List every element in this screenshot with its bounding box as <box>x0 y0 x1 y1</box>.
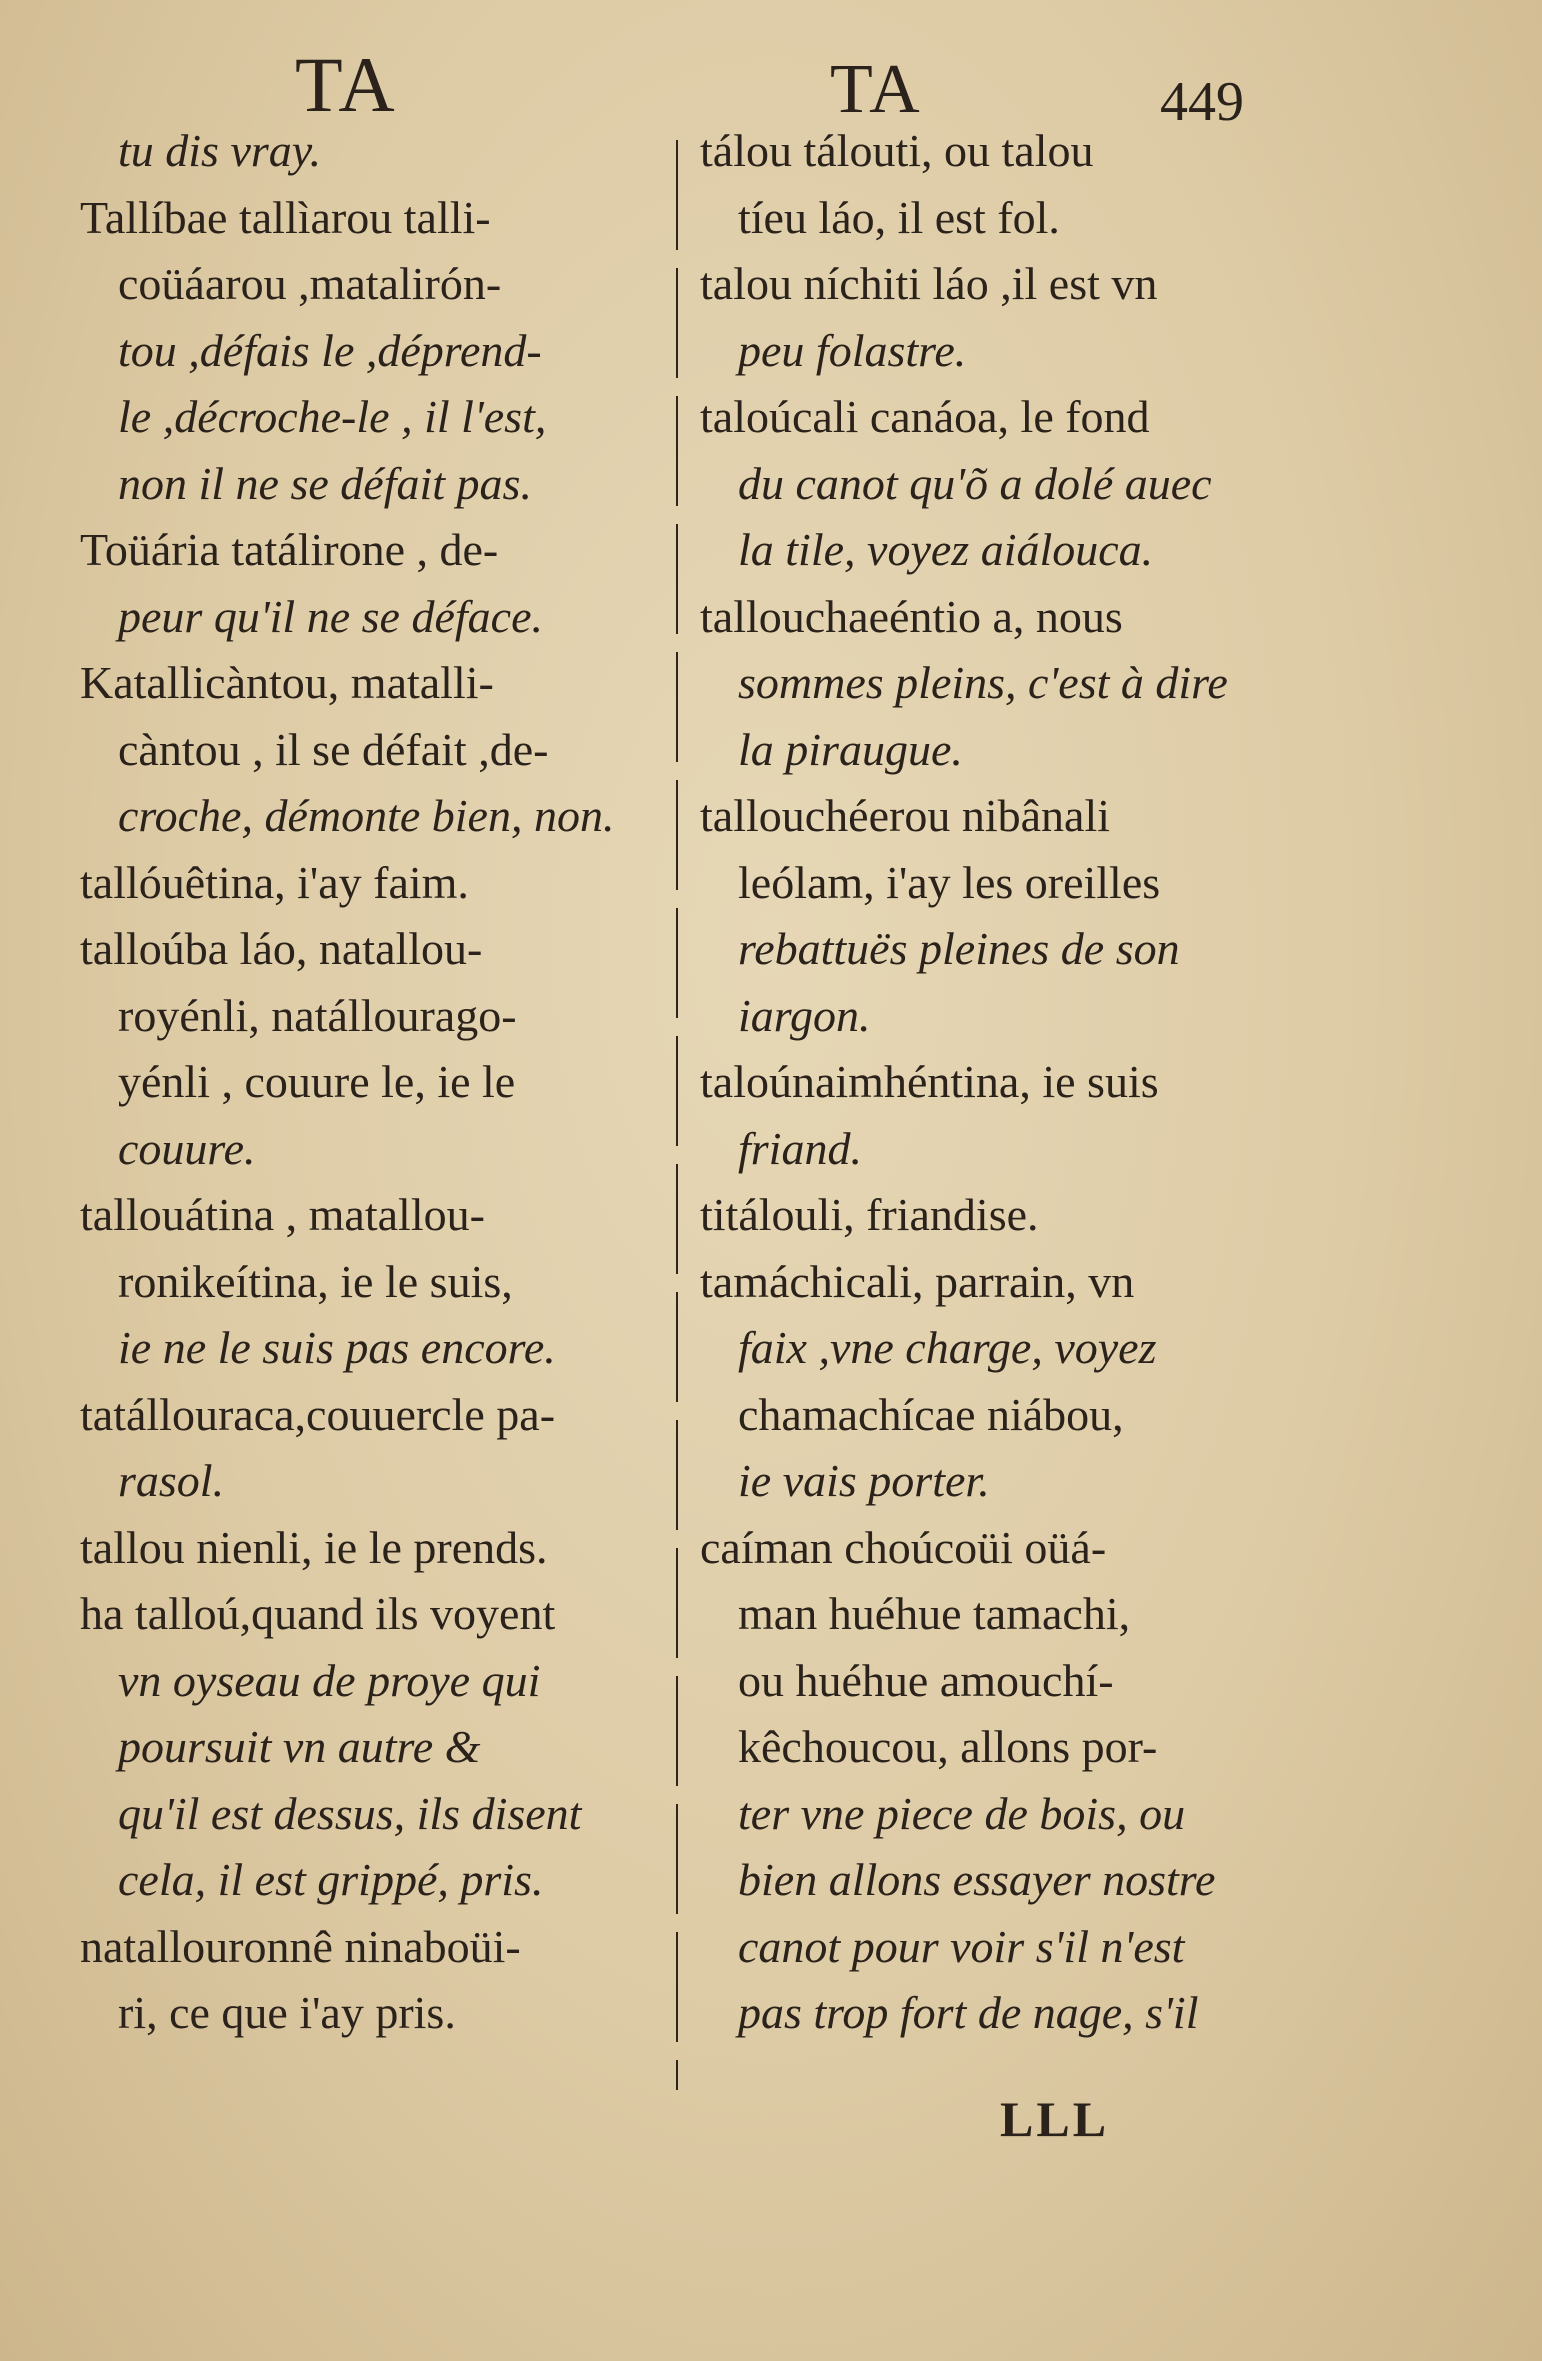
text-line: ha talloú,quand ils voyent <box>80 1588 556 1639</box>
right-column <box>700 118 1290 2047</box>
text-line: peu folastre. <box>738 324 967 376</box>
text-line: sommes pleins, c'est à dire <box>738 657 1228 708</box>
text-line: peur qu'il ne se déface. <box>118 590 543 642</box>
text-line: le ,décroche-le , il l'est, <box>118 391 547 442</box>
text-line: talloúba láo, natallou- <box>80 923 483 974</box>
text-line: talou níchiti láo ,il est vn <box>700 258 1158 309</box>
text-line: non il ne se défait pas. <box>118 457 532 509</box>
left-running-head: TA <box>295 41 397 128</box>
left-column <box>80 118 650 2047</box>
text-line: kêchoucou, allons por- <box>738 1721 1158 1772</box>
text-line: rebattuës pleines de son <box>738 923 1180 974</box>
text-line: ri, ce que i'ay pris. <box>118 1987 456 2038</box>
right-running-head: TA <box>830 51 922 128</box>
text-line: taloúcali canáoa, le fond <box>700 391 1150 442</box>
text-line: tatállouraca,couuercle pa- <box>80 1388 556 1440</box>
text-line: couure. <box>118 1122 256 1174</box>
text-line: tamáchicali, parrain, vn <box>700 1255 1135 1307</box>
text-line: tíeu láo, il est fol. <box>738 191 1060 243</box>
text-line: man huéhue tamachi, <box>738 1588 1131 1639</box>
column-rule <box>676 140 678 2090</box>
text-line: Toüária tatálirone , de- <box>80 524 499 575</box>
text-line: croche, démonte bien, non. <box>118 790 615 841</box>
text-line: iargon. <box>738 989 871 1041</box>
text-line: yénli , couure le, ie le <box>118 1056 516 1107</box>
text-line: ie vais porter. <box>738 1455 990 1506</box>
text-line: tu dis vray. <box>118 125 322 176</box>
text-line: coüáarou ,matalirón- <box>118 258 502 309</box>
page-number: 449 <box>1160 71 1244 133</box>
text-line: la tile, voyez aiálouca. <box>738 524 1154 575</box>
text-line: bien allons essayer nostre <box>738 1854 1216 1905</box>
text-line: faix ,vne charge, voyez <box>738 1322 1157 1373</box>
text-line: tallouátina , matallou- <box>80 1189 485 1240</box>
text-line: poursuit vn autre & <box>118 1721 481 1772</box>
text-line: taloúnaimhéntina, ie suis <box>700 1056 1159 1107</box>
signature-mark: LLL <box>1000 2091 1110 2147</box>
text-line: tálou tálouti, ou talou <box>700 125 1094 176</box>
page-header <box>0 40 1542 133</box>
text-line: cela, il est grippé, pris. <box>118 1854 544 1905</box>
text-line: ou huéhue amouchí- <box>738 1654 1114 1706</box>
text-line: ronikeítina, ie le suis, <box>118 1255 513 1307</box>
text-line: càntou , il se défait ,de- <box>118 723 549 775</box>
text-line: Katallicàntou, matalli- <box>80 657 494 708</box>
text-line: natallouronnê ninaboüi- <box>80 1920 521 1972</box>
text-line: la piraugue. <box>738 723 963 775</box>
text-line: ter vne piece de bois, ou <box>738 1787 1186 1839</box>
text-line: Tallíbae tallìarou talli- <box>80 191 491 243</box>
text-line: friand. <box>738 1122 862 1174</box>
text-line: caíman choúcoüi oüá- <box>700 1521 1107 1573</box>
text-line: titálouli, friandise. <box>700 1189 1039 1240</box>
text-line: qu'il est dessus, ils disent <box>118 1787 582 1839</box>
text-line: ie ne le suis pas encore. <box>118 1322 556 1373</box>
text-line: vn oyseau de proye qui <box>118 1654 541 1706</box>
text-line: pas trop fort de nage, s'il <box>738 1987 1199 2038</box>
text-line: rasol. <box>118 1455 225 1506</box>
text-line: chamachícae niábou, <box>738 1388 1124 1440</box>
text-line: royénli, natállourago- <box>118 989 517 1041</box>
text-line: tallouchaeéntio a, nous <box>700 590 1123 642</box>
text-line: du canot qu'õ a dolé auec <box>738 457 1212 509</box>
text-line: tallou nienli, ie le prends. <box>80 1521 548 1573</box>
text-line: tallouchéerou nibânali <box>700 790 1111 841</box>
text-line: canot pour voir s'il n'est <box>738 1920 1185 1972</box>
text-line: tou ,défais le ,déprend- <box>118 324 542 376</box>
text-line: leólam, i'ay les oreilles <box>738 856 1161 908</box>
text-line: tallóuêtina, i'ay faim. <box>80 856 469 908</box>
